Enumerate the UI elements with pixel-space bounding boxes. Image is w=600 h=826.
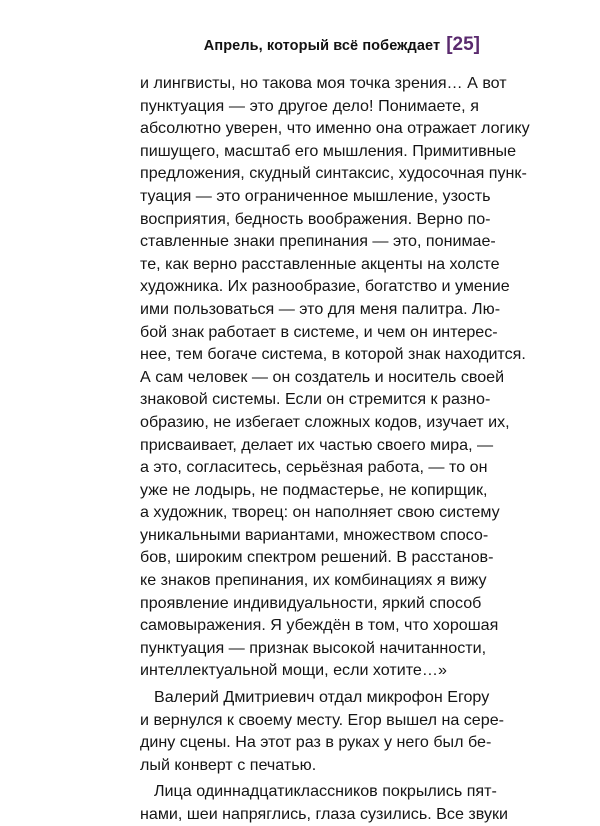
text-line: и вернулся к своему месту. Егор вышел на сере- <box>140 710 505 729</box>
text-line: самовыражения. Я убеждён в том, что хорошая <box>140 616 499 635</box>
text-line: уже не лодырь, не подмастерье, не копирщик, <box>140 480 488 499</box>
text-line: дину сцены. На этот раз в руках у него был бе- <box>140 733 492 752</box>
text-line: Лица одиннадцатиклассников покрылись пят- <box>154 782 497 801</box>
running-title: Апрель, который всё побеждает <box>203 38 441 54</box>
text-line: А сам человек — он создатель и носитель своей <box>140 367 505 386</box>
text-line: проявление индивидуальности, яркий способ <box>140 593 482 612</box>
text-line: нами, шеи напряглись, глаза сузились. Все звуки <box>140 805 509 823</box>
paragraph <box>140 72 530 682</box>
text-line: нее, тем богаче система, в которой знак находится. <box>140 345 526 364</box>
body-text <box>140 72 530 826</box>
running-header <box>150 34 480 56</box>
text-line: пишущего, масштаб его мышления. Примитивные <box>140 141 517 160</box>
paragraph <box>140 780 509 825</box>
text-line: туация — это ограниченное мышление, узость <box>140 186 491 205</box>
text-line: лый конверт с печатью. <box>140 755 317 774</box>
page-number: [25] <box>446 34 480 55</box>
text-line: пунктуация — это другое дело! Понимаете, я <box>140 96 479 115</box>
text-line: те, как верно расставленные акценты на холсте <box>140 254 500 273</box>
text-line: абсолютно уверен, что именно она отражает логику <box>140 119 530 138</box>
text-line: бой знак работает в системе, и чем он интерес- <box>140 322 498 341</box>
text-line: присваивает, делает их частью своего мира, — <box>140 435 494 454</box>
text-line: бов, широким спектром решений. В расстанов- <box>140 548 494 567</box>
text-line: ставленные знаки препинания — это, понимае- <box>140 232 496 251</box>
text-line: восприятия, бедность воображения. Верно по- <box>140 209 491 228</box>
text-line: Валерий Дмитриевич отдал микрофон Егору <box>154 688 490 707</box>
text-line: знаковой системы. Если он стремится к разно- <box>140 390 491 409</box>
text-line: уникальными вариантами, множеством спосо- <box>140 525 489 544</box>
text-line: ке знаков препинания, их комбинациях я вижу <box>140 571 487 590</box>
text-line: а это, согласитесь, серьёзная работа, — то он <box>140 458 488 477</box>
paragraph <box>140 686 505 776</box>
text-line: а художник, творец: он наполняет свою систему <box>140 503 500 522</box>
text-line: художника. Их разнообразие, богатство и умение <box>140 277 510 296</box>
text-line: предложения, скудный синтаксис, худосочная пунк- <box>140 164 527 183</box>
text-line: пунктуация — признак высокой начитанности, <box>140 638 487 657</box>
text-line: ими пользоваться — это для меня палитра. Лю- <box>140 299 501 318</box>
text-line: и лингвисты, но такова моя точка зрения… А вот <box>140 74 507 92</box>
text-line: образию, не избегает сложных кодов, изучает их, <box>140 412 510 431</box>
text-line: интеллектуальной мощи, если хотите…» <box>140 661 447 680</box>
